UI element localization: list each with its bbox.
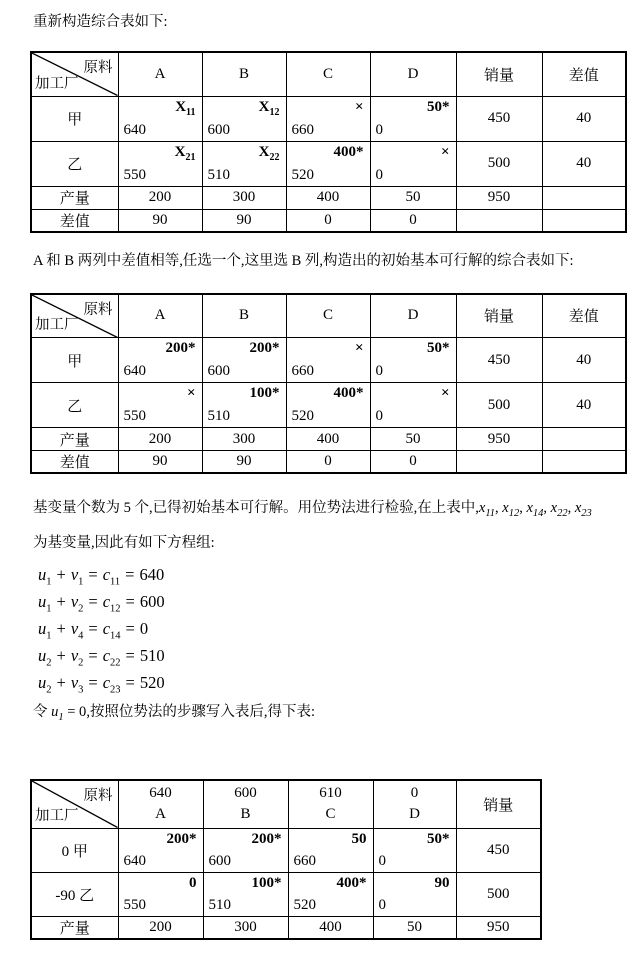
- row-header-yi: 乙: [31, 141, 118, 186]
- corner-cell: [31, 294, 118, 338]
- diff-cell: 90: [202, 451, 286, 474]
- allocation-value: 400*: [336, 874, 367, 891]
- corner-label-factory: 加工厂: [35, 317, 79, 333]
- cell-jia-d: [373, 828, 456, 872]
- v-var: v: [70, 646, 79, 665]
- allocation-value: ×: [440, 143, 450, 160]
- table3-header-row: [31, 780, 541, 828]
- equals-sign: =: [88, 592, 98, 611]
- equals-sign: =: [88, 565, 98, 584]
- cost-value: 550: [123, 896, 146, 913]
- allocation-value: $X_{11}$: [175, 98, 196, 118]
- plus-sign: +: [56, 673, 66, 692]
- v-var: v: [70, 565, 79, 584]
- cost-value: 0: [375, 408, 383, 424]
- allocation-value: 200*: [166, 830, 197, 847]
- equals-sign: =: [88, 646, 98, 665]
- separator: ,: [543, 500, 548, 516]
- corner-label-factory: 加工厂: [35, 807, 79, 824]
- diff-empty-cell: [542, 209, 626, 232]
- separator: ,: [519, 500, 523, 516]
- v-var: v: [70, 673, 79, 692]
- cost-value: 600: [207, 363, 230, 379]
- production-total-cell: 950: [456, 916, 541, 939]
- u-var: u: [38, 619, 47, 638]
- intro-text: 重新构造综合表如下:: [33, 14, 168, 30]
- cell-jia-a: [118, 338, 202, 383]
- production-cell: 300: [202, 186, 286, 209]
- diff-cell-jia: 40: [542, 96, 626, 141]
- col-header-sales: 销量: [456, 52, 542, 96]
- row-header-jia: 0 甲: [31, 828, 118, 872]
- row-header-jia: 甲: [31, 338, 118, 383]
- col-header-diff: 差值: [542, 52, 626, 96]
- cell-yi-b: [202, 141, 286, 186]
- col-header-b: B: [202, 294, 286, 338]
- diff-cell: 90: [118, 209, 202, 232]
- cell-yi-d: [373, 872, 456, 916]
- cost-value: 520: [291, 408, 314, 424]
- equation-line-1: $u_1 + v_1 = c_{11} = 640$: [38, 565, 165, 588]
- diff-cell: 90: [202, 209, 286, 232]
- u-var: u: [38, 673, 47, 692]
- col-header-c: C: [286, 294, 370, 338]
- cost-value: 660: [293, 852, 316, 869]
- cell-jia-c: [286, 96, 370, 141]
- allocation-value: 200*: [251, 830, 282, 847]
- col-header-sales: 销量: [456, 294, 542, 338]
- cost-value: 640: [123, 852, 146, 869]
- row-header-production: 产量: [31, 428, 118, 451]
- col-header-c: [288, 780, 373, 828]
- cell-jia-b: [202, 96, 286, 141]
- row-header-production: 产量: [31, 916, 118, 939]
- production-cell: 400: [286, 186, 370, 209]
- cost-value: 0: [378, 896, 386, 913]
- cost-value: 600: [208, 852, 231, 869]
- col-header-d: D: [370, 52, 456, 96]
- cell-jia-b: [202, 338, 286, 383]
- cost-value: 510: [207, 166, 230, 183]
- row-header-diff: 差值: [31, 209, 118, 232]
- table2-row-yi: [31, 383, 626, 428]
- row-header-jia: 甲: [31, 96, 118, 141]
- equals-sign: =: [125, 646, 135, 665]
- equation-value: 600: [139, 592, 165, 611]
- diff-empty-cell: [542, 451, 626, 474]
- col-header-diff: 差值: [542, 294, 626, 338]
- sales-cell-jia: 450: [456, 338, 542, 383]
- cost-value: 550: [123, 166, 146, 183]
- cell-yi-d: [370, 141, 456, 186]
- cell-jia-d: [370, 338, 456, 383]
- table3-row-yi: [31, 872, 541, 916]
- allocation-value: ×: [354, 340, 364, 356]
- sales-cell-jia: 450: [456, 96, 542, 141]
- table1-row-yi: [31, 141, 626, 186]
- potential-v-value: 600: [234, 785, 257, 802]
- col-header-c: C: [286, 52, 370, 96]
- col-header-d: D: [370, 294, 456, 338]
- cell-yi-c: [286, 383, 370, 428]
- equals-sign: =: [88, 619, 98, 638]
- potential-v-value: 0: [410, 785, 419, 802]
- basis-text-pre: 基变量个数为 5 个,已得初始基本可行解。用位势法进行检验,在上表中,: [33, 500, 479, 516]
- cell-yi-c: [286, 141, 370, 186]
- equation-line-3: $u_1 + v_4 = c_{14} = 0$: [38, 619, 149, 642]
- cell-yi-c: [288, 872, 373, 916]
- production-cell: 50: [373, 916, 456, 939]
- allocation-value: $X_{21}$: [174, 143, 196, 163]
- u-var: u: [38, 646, 47, 665]
- diff-cell-jia: 40: [542, 338, 626, 383]
- table1-header-row: [31, 52, 626, 96]
- table1-diff-row: [31, 209, 626, 232]
- c-var: c: [102, 646, 111, 665]
- production-cell: 50: [370, 186, 456, 209]
- basis-variable: $x_{14}$: [526, 500, 544, 519]
- col-name: C: [325, 806, 336, 823]
- equation-value: 510: [139, 646, 165, 665]
- allocation-value: 400*: [333, 143, 364, 160]
- c-var: c: [102, 673, 111, 692]
- basis-variable: $x_{23}$: [574, 500, 592, 519]
- equation-line-2: $u_1 + v_2 = c_{12} = 600$: [38, 592, 165, 615]
- diff-cell: 90: [118, 451, 202, 474]
- allocation-value: 0: [189, 874, 197, 891]
- allocation-value: 400*: [333, 385, 364, 401]
- sales-cell-yi: 500: [456, 141, 542, 186]
- potential-table: [30, 779, 542, 940]
- row-header-diff: 差值: [31, 451, 118, 474]
- equals-sign: =: [125, 592, 135, 611]
- cost-value: 520: [291, 166, 314, 183]
- note-ab-text: A 和 B 两列中差值相等,任选一个,这里选 B 列,构造出的初始基本可行解的综合表如下:: [33, 252, 574, 269]
- summary-table-1: [30, 51, 627, 233]
- production-cell: 50: [370, 428, 456, 451]
- equation-line-5: $u_2 + v_3 = c_{23} = 520$: [38, 673, 165, 696]
- u1-var: $u_1$: [51, 704, 64, 723]
- allocation-value: 50*: [427, 98, 450, 115]
- allocation-value: $X_{12}$: [258, 98, 280, 118]
- cell-yi-a: [118, 872, 203, 916]
- equals-sign: =: [125, 565, 135, 584]
- summary-table-2: [30, 293, 627, 475]
- table3-production-row: [31, 916, 541, 939]
- potential-v-value: 640: [149, 785, 172, 802]
- production-cell: 300: [202, 428, 286, 451]
- potential-post: ,按照位势法的步骤写入表后,得下表:: [86, 704, 316, 720]
- row-header-yi: 乙: [31, 383, 118, 428]
- production-empty-cell: [542, 186, 626, 209]
- equals-sign: =: [125, 673, 135, 692]
- cell-yi-b: [203, 872, 288, 916]
- corner-label-material: 原料: [83, 301, 113, 318]
- cell-jia-a: [118, 96, 202, 141]
- diff-cell: 0: [370, 209, 456, 232]
- basis-variable: $x_{22}$: [550, 500, 568, 519]
- v-var: v: [70, 592, 79, 611]
- cost-value: 660: [291, 121, 314, 138]
- diff-cell-yi: 40: [542, 383, 626, 428]
- sales-cell-yi: 500: [456, 383, 542, 428]
- cell-jia-c: [288, 828, 373, 872]
- production-cell: 400: [286, 428, 370, 451]
- u-var: u: [38, 565, 47, 584]
- corner-label-material: 原料: [83, 60, 113, 76]
- table1-row-jia: [31, 96, 626, 141]
- production-cell: 300: [203, 916, 288, 939]
- allocation-value: 50*: [427, 340, 450, 356]
- cell-jia-d: [370, 96, 456, 141]
- cost-value: 0: [378, 852, 386, 869]
- separator: ,: [567, 500, 572, 516]
- production-total-cell: 950: [456, 428, 542, 451]
- col-header-d: [373, 780, 456, 828]
- allocation-value: $X_{22}$: [258, 143, 280, 163]
- equation-system: [38, 561, 643, 696]
- table2-header-row: [31, 294, 626, 338]
- cost-value: 0: [375, 166, 383, 183]
- cost-value: 600: [207, 121, 230, 138]
- cell-yi-a: [118, 141, 202, 186]
- allocation-value: ×: [354, 98, 364, 115]
- allocation-value: ×: [440, 385, 450, 401]
- equation-value: 640: [139, 565, 165, 584]
- separator: ,: [495, 500, 499, 516]
- production-empty-cell: [542, 428, 626, 451]
- col-header-b: [203, 780, 288, 828]
- col-header-a: [118, 780, 203, 828]
- row-header-production: 产量: [31, 186, 118, 209]
- cell-jia-c: [286, 338, 370, 383]
- potential-eq: = 0: [67, 704, 87, 720]
- cost-value: 550: [123, 408, 146, 424]
- plus-sign: +: [56, 646, 66, 665]
- col-name: D: [409, 806, 420, 823]
- c-var: c: [102, 619, 111, 638]
- diff-cell: 0: [286, 451, 370, 474]
- row-header-yi: -90 乙: [31, 872, 118, 916]
- cell-yi-a: [118, 383, 202, 428]
- production-cell: 400: [288, 916, 373, 939]
- cost-value: 0: [375, 121, 383, 138]
- diff-cell: 0: [370, 451, 456, 474]
- production-cell: 200: [118, 916, 203, 939]
- allocation-value: 50: [351, 830, 367, 847]
- corner-label-factory: 加工厂: [35, 75, 79, 92]
- basis-text-line1: [33, 498, 643, 518]
- diff-empty-cell: [456, 451, 542, 474]
- cost-value: 660: [291, 363, 314, 379]
- plus-sign: +: [56, 619, 66, 638]
- col-name: A: [155, 806, 166, 823]
- col-name: B: [240, 806, 251, 823]
- c-var: c: [102, 565, 111, 584]
- cost-value: 640: [123, 121, 146, 138]
- col-header-a: A: [118, 294, 202, 338]
- potential-note: [33, 702, 643, 722]
- allocation-value: 100*: [251, 874, 282, 891]
- equation-value: 520: [139, 673, 165, 692]
- col-header-a: A: [118, 52, 202, 96]
- cost-value: 510: [207, 408, 230, 424]
- allocation-value: 90: [434, 874, 450, 891]
- plus-sign: +: [56, 565, 66, 584]
- basis-variable: $x_{11}$: [478, 500, 496, 519]
- cost-value: 640: [123, 363, 146, 379]
- col-header-b: B: [202, 52, 286, 96]
- u-var: u: [38, 592, 47, 611]
- production-cell: 200: [118, 186, 202, 209]
- table1-production-row: [31, 186, 626, 209]
- equation-line-4: $u_2 + v_2 = c_{22} = 510$: [38, 646, 165, 669]
- production-cell: 200: [118, 428, 202, 451]
- corner-cell: [31, 780, 118, 828]
- allocation-value: 50*: [427, 830, 450, 847]
- cell-yi-d: [370, 383, 456, 428]
- col-header-sales: 销量: [456, 780, 541, 828]
- table2-row-jia: [31, 338, 626, 383]
- basis-text-line2: 为基变量,因此有如下方程组:: [33, 535, 215, 551]
- corner-label-material: 原料: [83, 788, 113, 804]
- cell-yi-b: [202, 383, 286, 428]
- cost-value: 510: [208, 896, 231, 913]
- cell-jia-a: [118, 828, 203, 872]
- corner-cell: [31, 52, 118, 96]
- sales-cell-jia: 450: [456, 828, 541, 872]
- c-var: c: [102, 592, 111, 611]
- allocation-value: 200*: [165, 340, 196, 356]
- cell-jia-b: [203, 828, 288, 872]
- equals-sign: =: [125, 619, 135, 638]
- v-var: v: [70, 619, 79, 638]
- equals-sign: =: [88, 673, 98, 692]
- table2-diff-row: [31, 451, 626, 474]
- table3-row-jia: [31, 828, 541, 872]
- plus-sign: +: [56, 592, 66, 611]
- cost-value: 0: [375, 363, 383, 379]
- potential-v-value: 610: [319, 785, 342, 802]
- basis-variable: $x_{12}$: [502, 500, 520, 519]
- diff-empty-cell: [456, 209, 542, 232]
- equation-value: 0: [139, 619, 149, 638]
- table2-production-row: [31, 428, 626, 451]
- sales-cell-yi: 500: [456, 872, 541, 916]
- basis-text: [33, 498, 643, 553]
- allocation-value: 100*: [249, 385, 280, 401]
- diff-cell-yi: 40: [542, 141, 626, 186]
- potential-pre: 令: [33, 704, 48, 720]
- diff-cell: 0: [286, 209, 370, 232]
- production-total-cell: 950: [456, 186, 542, 209]
- cost-value: 520: [293, 896, 316, 913]
- allocation-value: 200*: [249, 340, 280, 356]
- allocation-value: ×: [186, 385, 196, 401]
